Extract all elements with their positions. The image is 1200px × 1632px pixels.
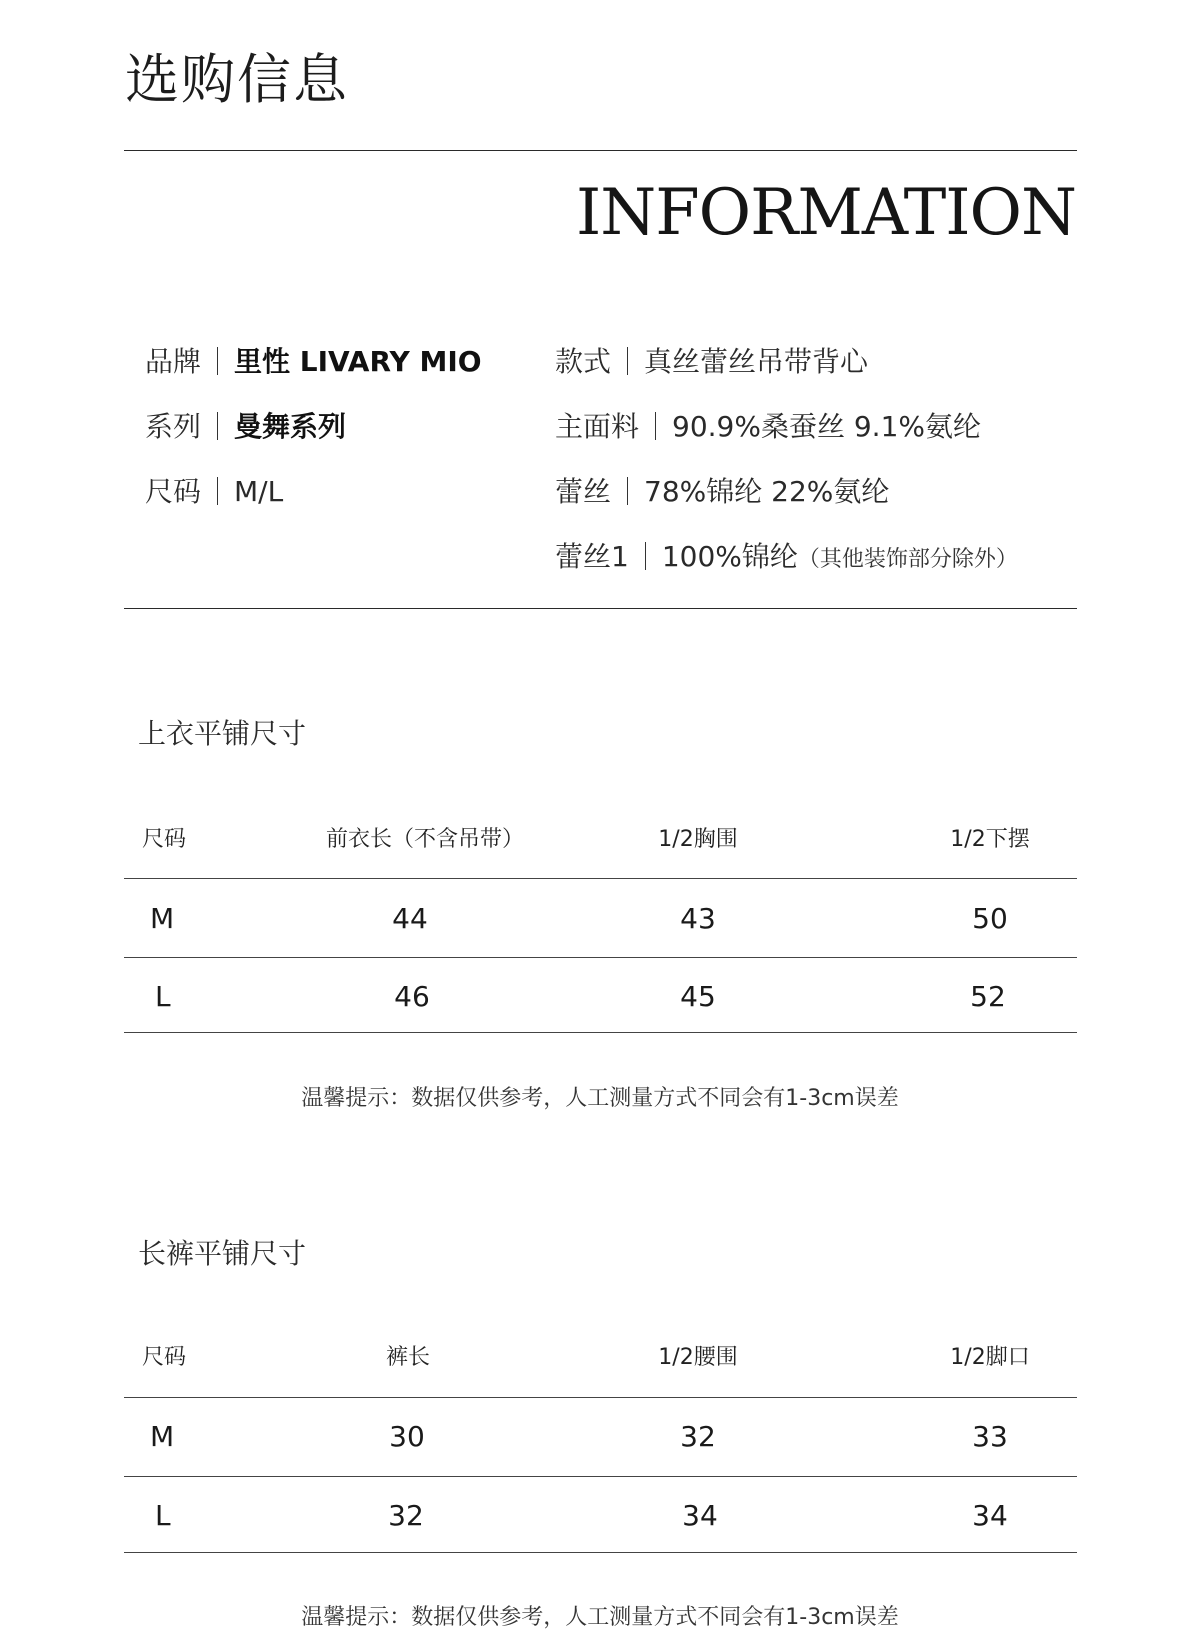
header-divider bbox=[124, 150, 1077, 151]
information-heading: INFORMATION bbox=[575, 176, 1076, 250]
top-table-divider bbox=[124, 957, 1077, 958]
spec-value: 90.9%桑蚕丝 9.1%氨纶 bbox=[672, 410, 982, 443]
pants-table-bottom bbox=[124, 1552, 1077, 1553]
top-table-bottom bbox=[124, 1032, 1077, 1033]
page-title: 选购信息 bbox=[125, 48, 349, 111]
pants-table-divider bbox=[124, 1476, 1077, 1477]
pants-row-l-size: L bbox=[155, 1499, 171, 1532]
top-row-l-chest: 45 bbox=[680, 980, 716, 1013]
pants-header-size: 尺码 bbox=[142, 1345, 187, 1370]
spec-separator bbox=[217, 347, 218, 375]
spec-value: 曼舞系列 bbox=[234, 410, 347, 443]
spec-label: 款式 bbox=[555, 345, 612, 378]
pants-header-waist: 1/2腰围 bbox=[658, 1345, 738, 1370]
pants-header-length: 裤长 bbox=[385, 1345, 431, 1370]
top-row-m-size: M bbox=[150, 902, 175, 935]
top-row-l-length: 46 bbox=[394, 980, 430, 1013]
spec-separator bbox=[217, 412, 218, 440]
spec-note: （其他装饰部分除外） bbox=[797, 547, 1018, 572]
spec-value: 真丝蕾丝吊带背心 bbox=[644, 345, 869, 378]
top-table-divider bbox=[124, 878, 1077, 879]
spec-separator bbox=[627, 477, 628, 505]
spec-series bbox=[145, 407, 346, 447]
spec-lace-1 bbox=[555, 537, 1018, 580]
spec-label: 尺码 bbox=[145, 475, 202, 508]
spec-separator bbox=[217, 477, 218, 505]
top-header-hem: 1/2下摆 bbox=[950, 827, 1030, 852]
pants-header-leg-opening: 1/2脚口 bbox=[950, 1345, 1030, 1370]
specs-divider bbox=[124, 608, 1077, 609]
top-header-chest: 1/2胸围 bbox=[658, 827, 738, 852]
spec-separator bbox=[655, 412, 656, 440]
top-row-m-length: 44 bbox=[392, 902, 428, 935]
top-header-length: 前衣长（不含吊带） bbox=[325, 827, 525, 852]
spec-label: 系列 bbox=[145, 410, 202, 443]
pants-row-l-leg-opening: 34 bbox=[972, 1499, 1008, 1532]
spec-value: 100%锦纶 bbox=[661, 540, 798, 573]
spec-value: M/L bbox=[234, 475, 284, 508]
spec-separator bbox=[627, 347, 628, 375]
pants-table-divider bbox=[124, 1397, 1077, 1398]
spec-size bbox=[145, 472, 283, 512]
spec-main-fabric bbox=[555, 407, 981, 447]
pants-row-l-waist: 34 bbox=[682, 1499, 718, 1532]
pants-row-m-length: 30 bbox=[389, 1420, 425, 1453]
top-header-size: 尺码 bbox=[142, 827, 187, 852]
spec-style bbox=[555, 342, 868, 382]
pants-size-title: 长裤平铺尺寸 bbox=[138, 1237, 307, 1270]
top-size-title: 上衣平铺尺寸 bbox=[138, 717, 307, 750]
pants-measure-tip: 温馨提示：数据仅供参考，人工测量方式不同会有1-3cm误差 bbox=[301, 1605, 899, 1630]
spec-value: 78%锦纶 22%氨纶 bbox=[644, 475, 890, 508]
spec-label: 蕾丝1 bbox=[555, 540, 629, 573]
pants-row-m-size: M bbox=[150, 1420, 175, 1453]
spec-label: 主面料 bbox=[555, 410, 640, 443]
spec-label: 品牌 bbox=[145, 345, 202, 378]
top-measure-tip: 温馨提示：数据仅供参考，人工测量方式不同会有1-3cm误差 bbox=[301, 1086, 899, 1111]
top-row-l-hem: 52 bbox=[970, 980, 1006, 1013]
spec-brand bbox=[145, 342, 482, 382]
pants-row-m-waist: 32 bbox=[680, 1420, 716, 1453]
spec-label: 蕾丝 bbox=[555, 475, 612, 508]
pants-row-l-length: 32 bbox=[388, 1499, 424, 1532]
top-row-m-chest: 43 bbox=[680, 902, 716, 935]
top-row-l-size: L bbox=[155, 980, 171, 1013]
spec-lace bbox=[555, 472, 889, 512]
spec-value: 里性 LIVARY MIO bbox=[234, 345, 482, 378]
top-row-m-hem: 50 bbox=[972, 902, 1008, 935]
spec-separator bbox=[645, 542, 646, 570]
pants-row-m-leg-opening: 33 bbox=[972, 1420, 1008, 1453]
